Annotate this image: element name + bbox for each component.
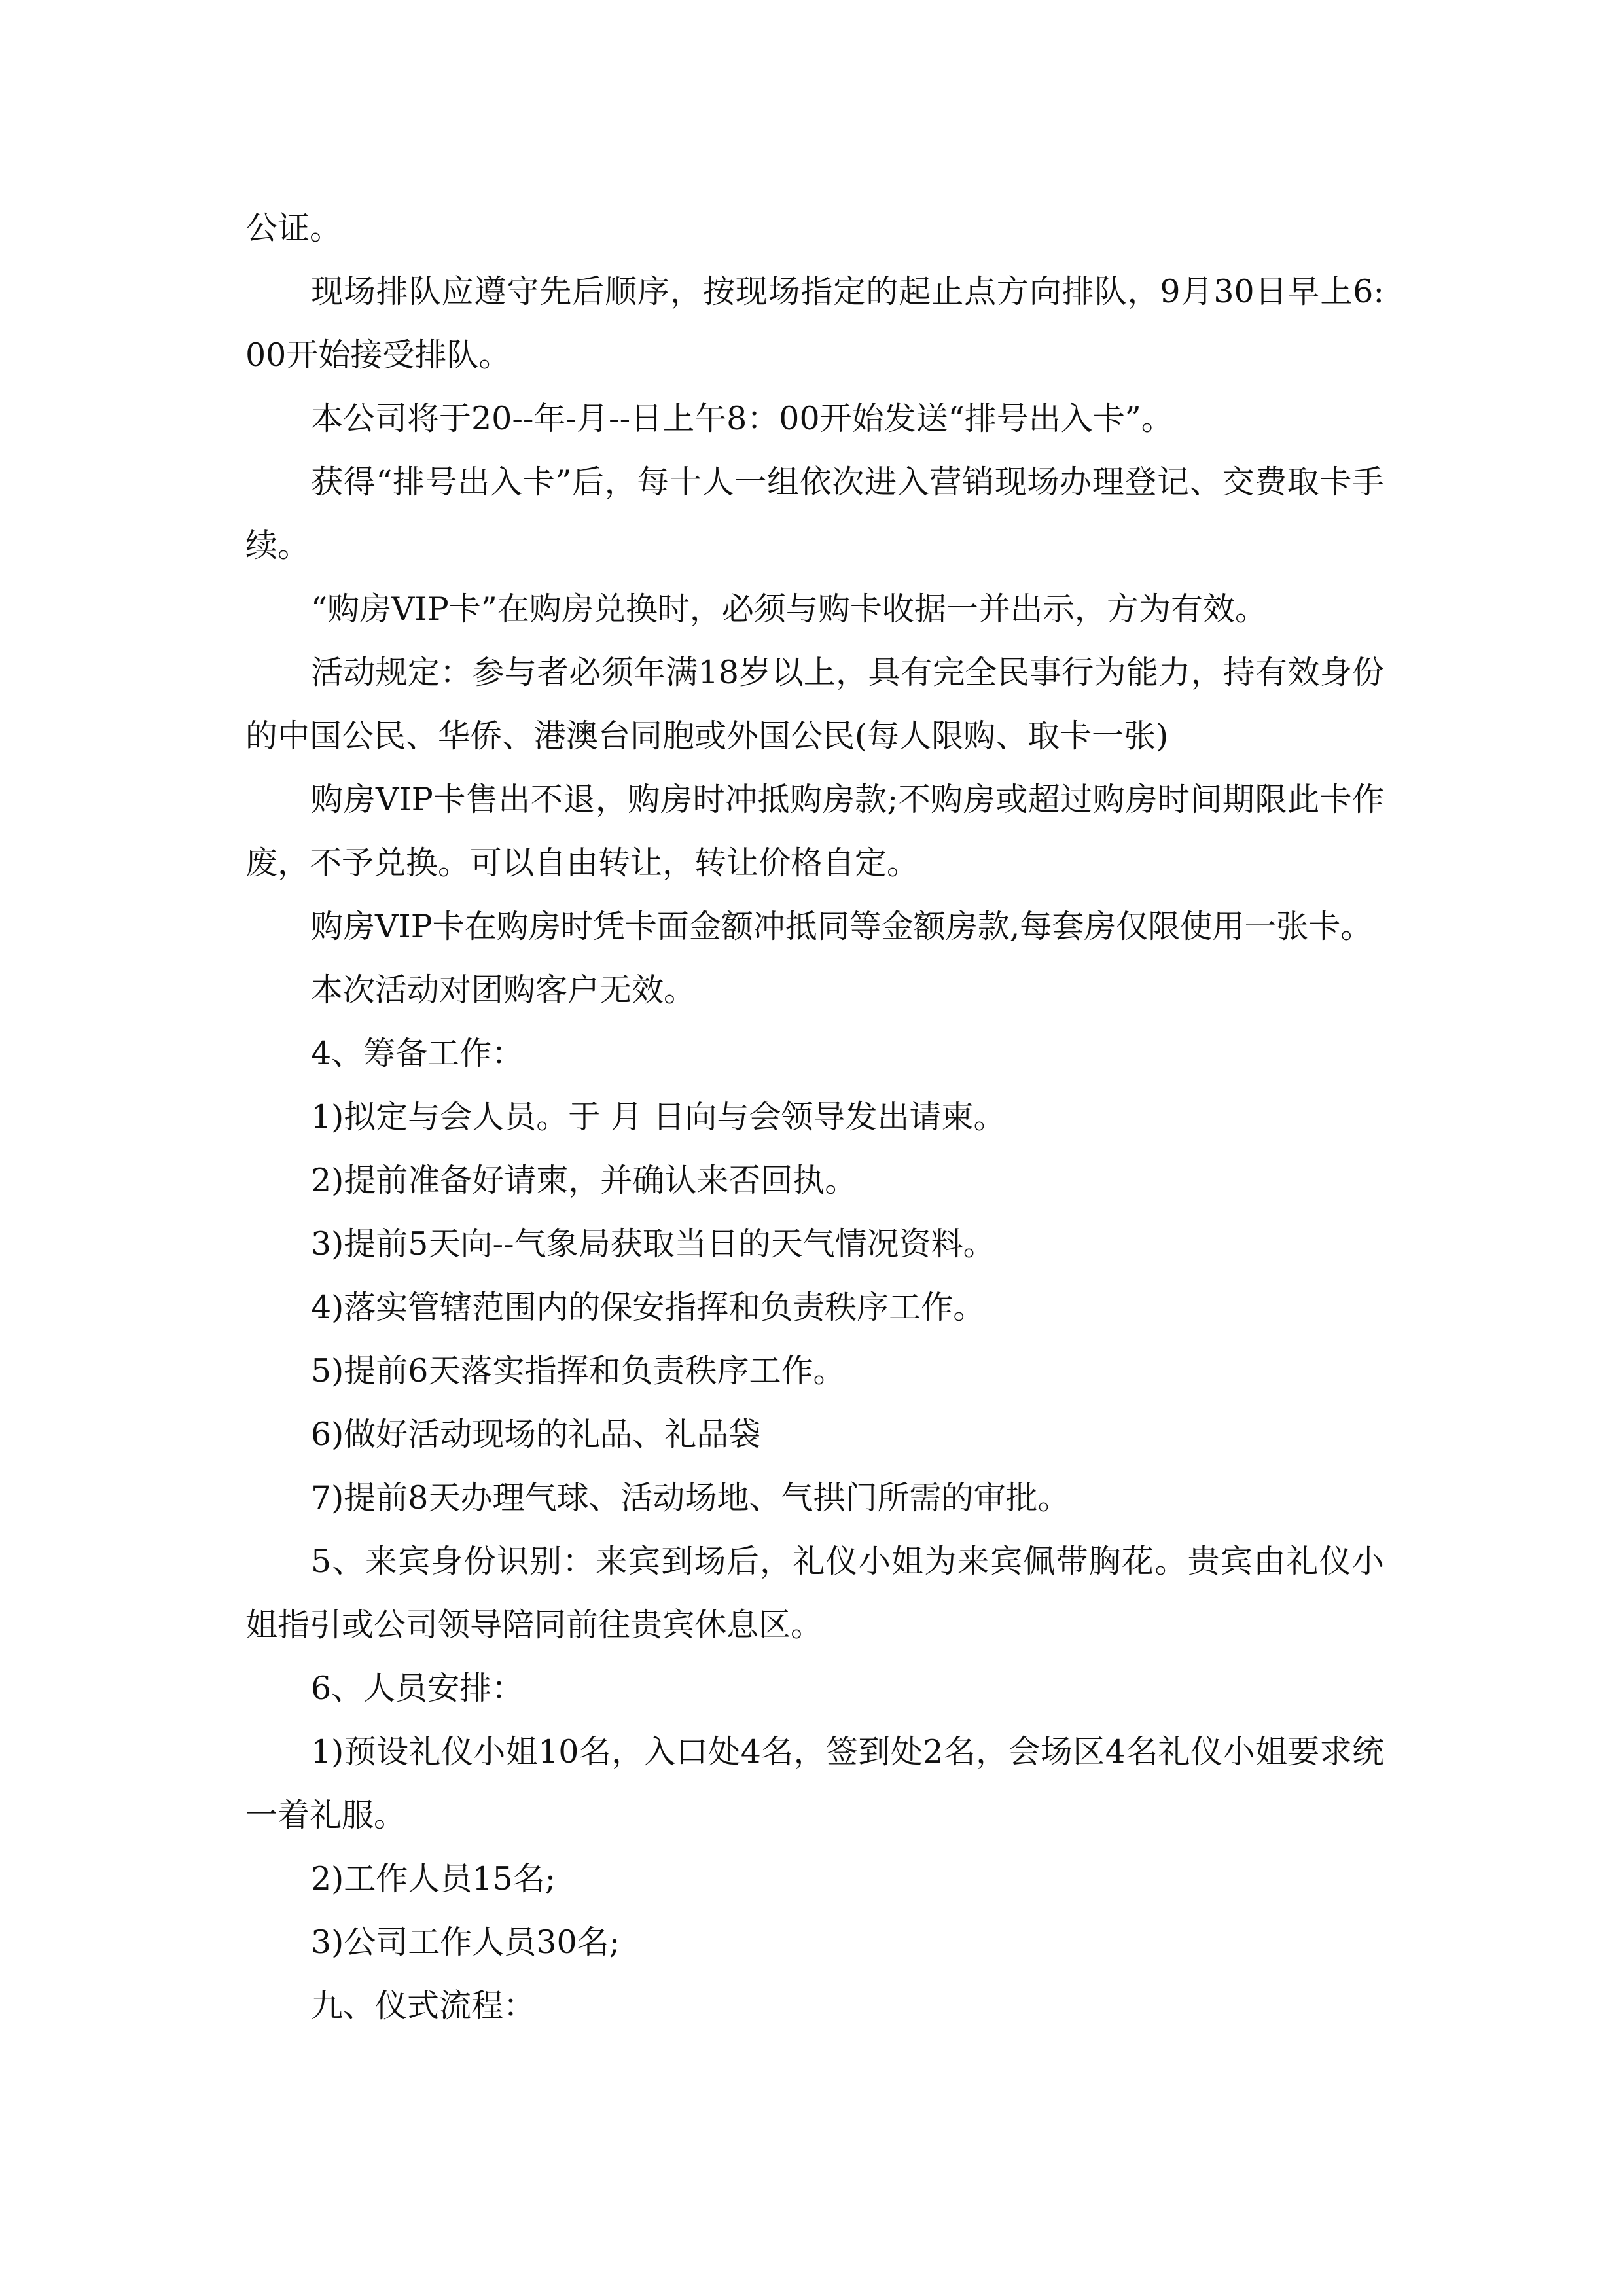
- section-heading: 4、筹备工作：: [311, 1035, 524, 1072]
- list-item: 3)公司工作人员30名;: [311, 1924, 620, 1961]
- list-item: 4)落实管辖范围内的保安指挥和负责秩序工作。: [311, 1289, 986, 1326]
- list-item: 2)提前准备好请柬，并确认来否回执。: [311, 1162, 857, 1199]
- list-item: 3)提前5天向--气象局获取当日的天气情况资料。: [311, 1225, 995, 1263]
- section-heading: 九、仪式流程：: [311, 1987, 536, 2024]
- list-item: 1)预设礼仪小姐10名，入口处4名，签到处2名，会场区4名礼仪小姐要求统一着礼服。: [245, 1733, 1384, 1834]
- paragraph: 购房VIP卡售出不退，购房时冲抵购房款;不购房或超过购房时间期限此卡作废，不予兑换。可以自由转让，转让价格自定。: [245, 781, 1384, 882]
- paragraph: 活动规定：参与者必须年满18岁以上，具有完全民事行为能力，持有效身份的中国公民、华侨、港澳台同胞或外国公民(每人限购、取卡一张): [245, 654, 1384, 755]
- list-item: 1)拟定与会人员。于 月 日向与会领导发出请柬。: [311, 1098, 1006, 1136]
- list-item: 5)提前6天落实指挥和负责秩序工作。: [311, 1352, 846, 1390]
- paragraph: 获得“排号出入卡”后，每十人一组依次进入营销现场办理登记、交费取卡手续。: [245, 463, 1384, 564]
- paragraph: “购房VIP卡”在购房兑换时，必须与购卡收据一并出示，方为有效。: [311, 590, 1267, 628]
- section-heading: 5、来宾身份识别：来宾到场后，礼仪小姐为来宾佩带胸花。贵宾由礼仪小姐指引或公司领导陪同前往贵宾休息区。: [245, 1543, 1384, 1643]
- document-body: [245, 196, 1384, 2037]
- list-item: 6)做好活动现场的礼品、礼品袋: [311, 1416, 761, 1453]
- section-heading: 6、人员安排：: [311, 1670, 524, 1707]
- paragraph: 公证。: [245, 209, 342, 247]
- list-item: 2)工作人员15名;: [311, 1860, 556, 1897]
- paragraph: 现场排队应遵守先后顺序，按现场指定的起止点方向排队，9月30日早上6:00开始接受排队。: [245, 273, 1384, 374]
- paragraph: 购房VIP卡在购房时凭卡面金额冲抵同等金额房款,每套房仅限使用一张卡。: [311, 908, 1373, 945]
- paragraph: 本次活动对团购客户无效。: [311, 971, 696, 1009]
- paragraph: 本公司将于20--年-月--日上午8：00开始发送“排号出入卡”。: [311, 400, 1173, 437]
- list-item: 7)提前8天办理气球、活动场地、气拱门所需的审批。: [311, 1479, 1070, 1516]
